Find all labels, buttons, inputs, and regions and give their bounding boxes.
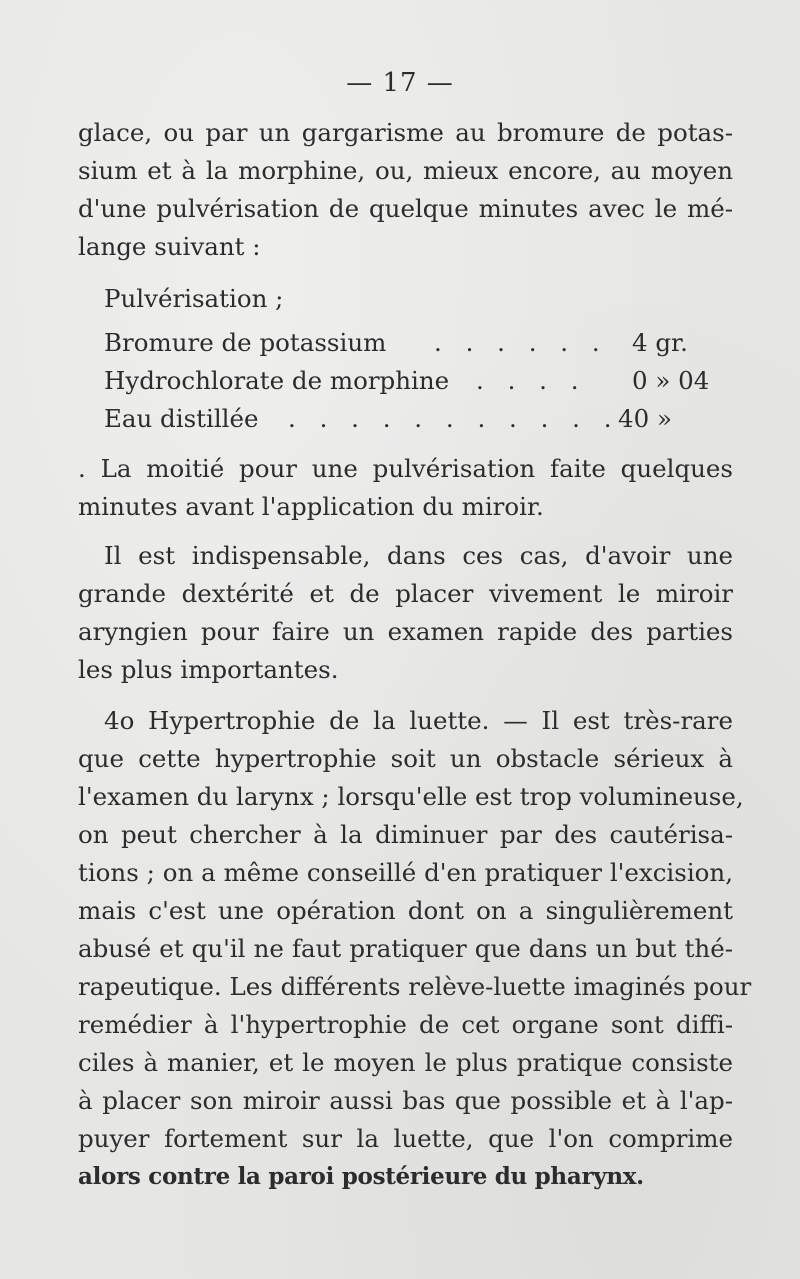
leader-dots: . . . . . . . . . . .: [288, 404, 620, 433]
text-line: que cette hypertrophie soit un obstacle sérieux à: [78, 744, 733, 773]
text-line: 4o Hypertrophie de la luette. — Il est très-rare: [104, 706, 733, 735]
leader-dots: . . . .: [476, 366, 587, 395]
text-line: alors contre la paroi postérieure du pharynx.: [78, 1163, 644, 1190]
ingredient-name: Hydrochlorate de morphine: [104, 366, 450, 395]
ingredient-name: Eau distillée: [104, 404, 259, 433]
text-line: aryngien pour faire un examen rapide des parties: [78, 617, 733, 646]
text-line: à placer son miroir aussi bas que possible et à l'ap-: [78, 1086, 733, 1115]
text-line: . La moitié pour une pulvérisation faite quelques: [78, 454, 733, 483]
text-line: l'examen du larynx ; lorsqu'elle est trop volumineuse,: [78, 782, 744, 811]
text-line: remédier à l'hypertrophie de cet organe sont diffi-: [78, 1010, 733, 1039]
text-line: on peut chercher à la diminuer par des cautérisa-: [78, 820, 733, 849]
text-line: glace, ou par un gargarisme au bromure de potas-: [78, 118, 733, 147]
ingredient-name: Bromure de potassium: [104, 328, 387, 357]
text-line: rapeutique. Les différents relève-luette imaginés pour: [78, 972, 752, 1001]
text-line: ciles à manier, et le moyen le plus pratique consiste: [78, 1048, 733, 1077]
text-line: puyer fortement sur la luette, que l'on comprime: [78, 1124, 733, 1153]
leader-dots: . . . . . .: [434, 328, 608, 357]
text-line: minutes avant l'application du miroir.: [78, 492, 544, 521]
text-line: mais c'est une opération dont on a singulièrement: [78, 896, 733, 925]
text-line: sium et à la morphine, ou, mieux encore, au moyen: [78, 156, 733, 185]
ingredient-quantity: 0 » 04: [632, 366, 710, 395]
ingredient-quantity: 4 gr.: [632, 328, 688, 357]
text-line: abusé et qu'il ne faut pratiquer que dans un but thé-: [78, 934, 733, 963]
text-line: d'une pulvérisation de quelque minutes avec le mé-: [78, 194, 733, 223]
text-line: grande dextérité et de placer vivement le miroir: [78, 579, 733, 608]
text-line: tions ; on a même conseillé d'en pratiquer l'excision,: [78, 858, 733, 887]
page-number: — 17 —: [346, 68, 454, 98]
text-line: les plus importantes.: [78, 655, 339, 684]
recipe-title: Pulvérisation ;: [104, 284, 284, 313]
ingredient-quantity: 40 »: [618, 404, 672, 433]
text-line: Il est indispensable, dans ces cas, d'avoir une: [104, 541, 733, 570]
text-line: lange suivant :: [78, 232, 261, 261]
